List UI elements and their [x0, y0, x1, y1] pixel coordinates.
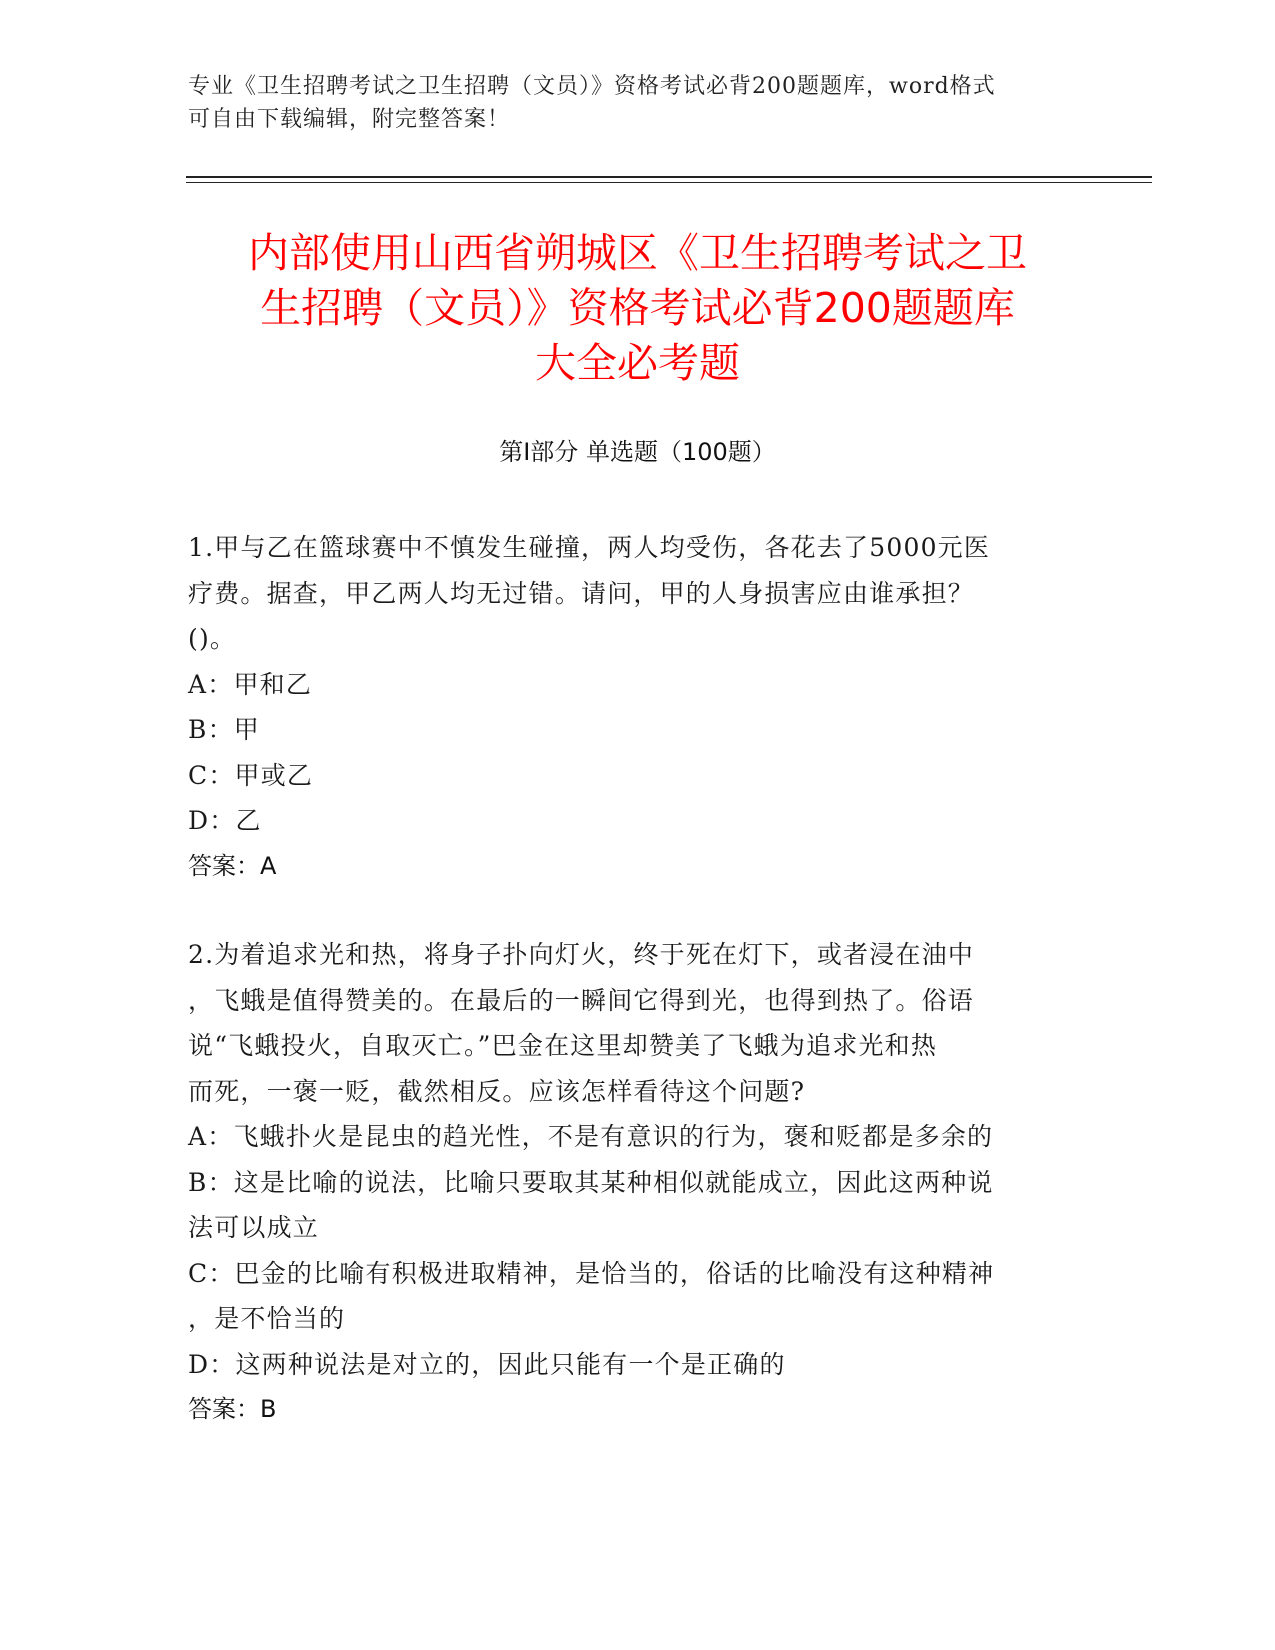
option-text-line: 法可以成立 — [188, 1213, 320, 1242]
option-d — [188, 798, 1068, 844]
header-note-line: 专业《卫生招聘考试之卫生招聘（文员）》资格考试必背200题题库，word格式 — [188, 74, 996, 99]
question-2 — [188, 932, 1068, 1433]
document-title — [190, 226, 1085, 391]
option-text-line: D：这两种说法是对立的，因此只能有一个是正确的 — [188, 1349, 786, 1379]
option-text-line: A：甲和乙 — [188, 669, 313, 699]
option-text-line: C：巴金的比喻有积极进取精神，是恰当的，俗话的比喻没有这种精神 — [188, 1258, 995, 1288]
option-d — [188, 1342, 1068, 1388]
option-text-line: C：甲或乙 — [188, 760, 314, 790]
answer-line: 答案：A — [188, 851, 277, 880]
header-note-line: 可自由下载编辑，附完整答案！ — [188, 107, 511, 132]
header-divider-thick — [186, 176, 1152, 178]
document-title-line: 内部使用山西省朔城区《卫生招聘考试之卫 — [248, 229, 1027, 277]
option-b — [188, 707, 1068, 753]
question-text-line: 疗费。据查，甲乙两人均无过错。请问，甲的人身损害应由谁承担？ — [188, 578, 975, 608]
option-text-line: B：甲 — [188, 715, 260, 744]
option-a — [188, 662, 1068, 708]
option-text-line: D：乙 — [188, 806, 262, 835]
document-title-line: 生招聘（文员）》资格考试必背200题题库 — [260, 284, 1015, 332]
option-c — [188, 753, 1068, 799]
answer-line: 答案：B — [188, 1395, 277, 1423]
option-text-line: B：这是比喻的说法，比喻只要取其某种相似就能成立，因此这两种说 — [188, 1167, 994, 1197]
section-heading: 第Ⅰ部分 单选题（100题） — [499, 438, 776, 466]
option-text-line: ，是不恰当的 — [188, 1304, 346, 1333]
question-text-line: 而死，一褒一贬，截然相反。应该怎样看待这个问题? — [188, 1076, 806, 1106]
question-text-line: ，飞蛾是值得赞美的。在最后的一瞬间它得到光，也得到热了。俗语 — [188, 985, 975, 1015]
document-title-line: 大全必考题 — [535, 339, 740, 387]
header-divider-thin — [186, 182, 1152, 183]
option-c — [188, 1251, 1068, 1342]
option-a — [188, 1114, 1068, 1160]
question-1 — [188, 525, 1068, 889]
question-text-line: 2.为着追求光和热，将身子扑向灯火，终于死在灯下，或者浸在油中 — [188, 940, 975, 969]
question-text-line: 1.甲与乙在篮球赛中不慎发生碰撞，两人均受伤，各花去了5000元医 — [188, 533, 991, 562]
header-note — [188, 70, 1068, 136]
question-text-line: ()。 — [188, 624, 237, 653]
question-text-line: 说“飞蛾投火，自取灭亡。”巴金在这里却赞美了飞蛾为追求光和热 — [188, 1031, 938, 1060]
option-text-line: A：飞蛾扑火是昆虫的趋光性，不是有意识的行为，褒和贬都是多余的 — [188, 1122, 994, 1151]
option-b — [188, 1160, 1068, 1251]
